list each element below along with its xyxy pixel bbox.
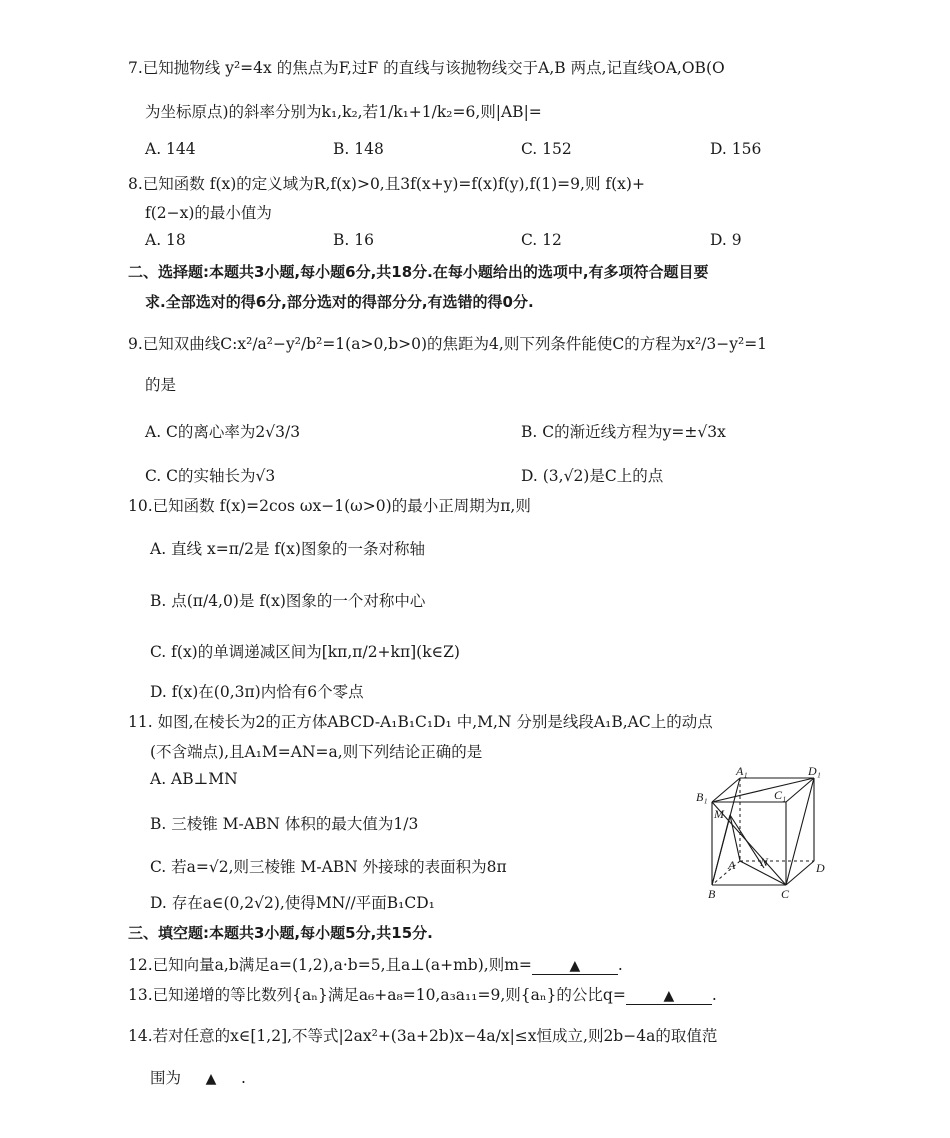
q14-answer-blank[interactable] (181, 1069, 241, 1087)
label-c1: C₁ (774, 788, 787, 802)
q9-option-d: D. (3,√2)是C上的点 (521, 467, 664, 485)
section3-heading: 三、填空题:本题共3小题,每小题5分,共15分. (128, 924, 433, 942)
q12-end: . (617, 956, 623, 974)
q14-end: . (241, 1069, 246, 1087)
q10-option-c: C. f(x)的单调递减区间为[kπ,π/2+kπ](k∈Z) (150, 643, 460, 661)
q11-option-c: C. 若a=√2,则三棱锥 M-ABN 外接球的表面积为8π (150, 858, 507, 876)
hidden-edge-a-b (712, 861, 740, 885)
label-b1: B₁ (696, 790, 708, 804)
q7-line2: 为坐标原点)的斜率分别为k₁,k₂,若1/k₁+1/k₂=6,则|AB|= (145, 103, 542, 121)
q7-option-a: A. 144 (145, 140, 196, 158)
section2-heading-cont: 求.全部选对的得6分,部分选对的得部分分,有选错的得0分. (145, 293, 534, 311)
q14-text: 围为 (150, 1069, 182, 1087)
q10-line1: 10.已知函数 f(x)=2cos ωx−1(ω>0)的最小正周期为π,则 (128, 497, 531, 515)
q8-option-d: D. 9 (710, 231, 742, 249)
q14-line1: 14.若对任意的x∈[1,2],不等式|2ax²+(3a+2b)x−4a/x|≤x恒成立,则2b−4a的取值范 (128, 1027, 718, 1045)
q13-answer-blank[interactable] (626, 986, 712, 1005)
cube-figure (690, 765, 830, 900)
q11-option-b: B. 三棱锥 M-ABN 体积的最大值为1/3 (150, 815, 419, 833)
line-b1-d1 (712, 778, 814, 802)
line-m-b (712, 815, 730, 885)
q14-blank-marker: ▲ (205, 1071, 217, 1087)
q8-line2: f(2−x)的最小值为 (145, 204, 272, 222)
q7-option-b: B. 148 (333, 140, 384, 158)
q11-option-a: A. AB⊥MN (150, 770, 238, 788)
q11-line1: 11. 如图,在棱长为2的正方体ABCD-A₁B₁C₁D₁ 中,M,N 分别是线段A₁B,AC上的动点 (128, 713, 713, 731)
label-d1: D₁ (808, 765, 821, 778)
label-a: A (728, 858, 736, 872)
q8-option-c: C. 12 (521, 231, 562, 249)
line-d1-c (786, 778, 814, 885)
label-d: D (816, 861, 825, 875)
section2-heading: 二、选择题:本题共3小题,每小题6分,共18分.在每小题给出的选项中,有多项符合题目要 (128, 263, 709, 281)
edge-c-d (786, 861, 814, 885)
q8-line1: 8.已知函数 f(x)的定义域为R,f(x)>0,且3f(x+y)=f(x)f(y),f(1)=9,则 f(x)+ (128, 175, 645, 193)
q7-option-d: D. 156 (710, 140, 762, 158)
label-n: N (760, 855, 769, 869)
q11-option-d: D. 存在a∈(0,2√2),使得MN//平面B₁CD₁ (150, 894, 435, 912)
q9-option-c: C. C的实轴长为√3 (145, 467, 276, 485)
q13-text: 13.已知递增的等比数列{aₙ}满足a₆+a₈=10,a₃a₁₁=9,则{aₙ}的公比q= (128, 986, 626, 1004)
q10-option-d: D. f(x)在(0,3π)内恰有6个零点 (150, 683, 364, 701)
q13-blank-marker: ▲ (663, 988, 675, 1004)
q9-option-a: A. C的离心率为2√3/3 (145, 423, 301, 441)
label-b: B (708, 887, 716, 900)
label-c: C (781, 887, 790, 900)
q9-line1: 9.已知双曲线C:x²/a²−y²/b²=1(a>0,b>0)的焦距为4,则下列条件能使C的方程为x²/3−y²=1 (128, 335, 768, 353)
q13-line (128, 983, 717, 1005)
q7-line1: 7.已知抛物线 y²=4x 的焦点为F,过F 的直线与该抛物线交于A,B 两点,记直线OA,OB(O (128, 59, 725, 77)
label-m: M (714, 807, 724, 821)
q9-line2: 的是 (145, 376, 177, 394)
q7-option-c: C. 152 (521, 140, 572, 158)
q12-answer-blank[interactable] (532, 956, 618, 975)
q8-option-b: B. 16 (333, 231, 374, 249)
q13-end: . (711, 986, 717, 1004)
q9-option-b: B. C的渐近线方程为y=±√3x (521, 423, 726, 441)
q12-line (128, 953, 623, 975)
q12-text: 12.已知向量a,b满足a=(1,2),a·b=5,且a⊥(a+mb),则m= (128, 956, 532, 974)
q14-line2 (150, 1066, 246, 1088)
q8-option-a: A. 18 (145, 231, 186, 249)
q10-option-a: A. 直线 x=π/2是 f(x)图象的一条对称轴 (150, 540, 425, 558)
label-a1: A₁ (736, 765, 748, 778)
q12-blank-marker: ▲ (569, 958, 581, 974)
q11-line2: (不含端点),且A₁M=AN=a,则下列结论正确的是 (150, 743, 483, 761)
q10-option-b: B. 点(π/4,0)是 f(x)图象的一个对称中心 (150, 592, 426, 610)
